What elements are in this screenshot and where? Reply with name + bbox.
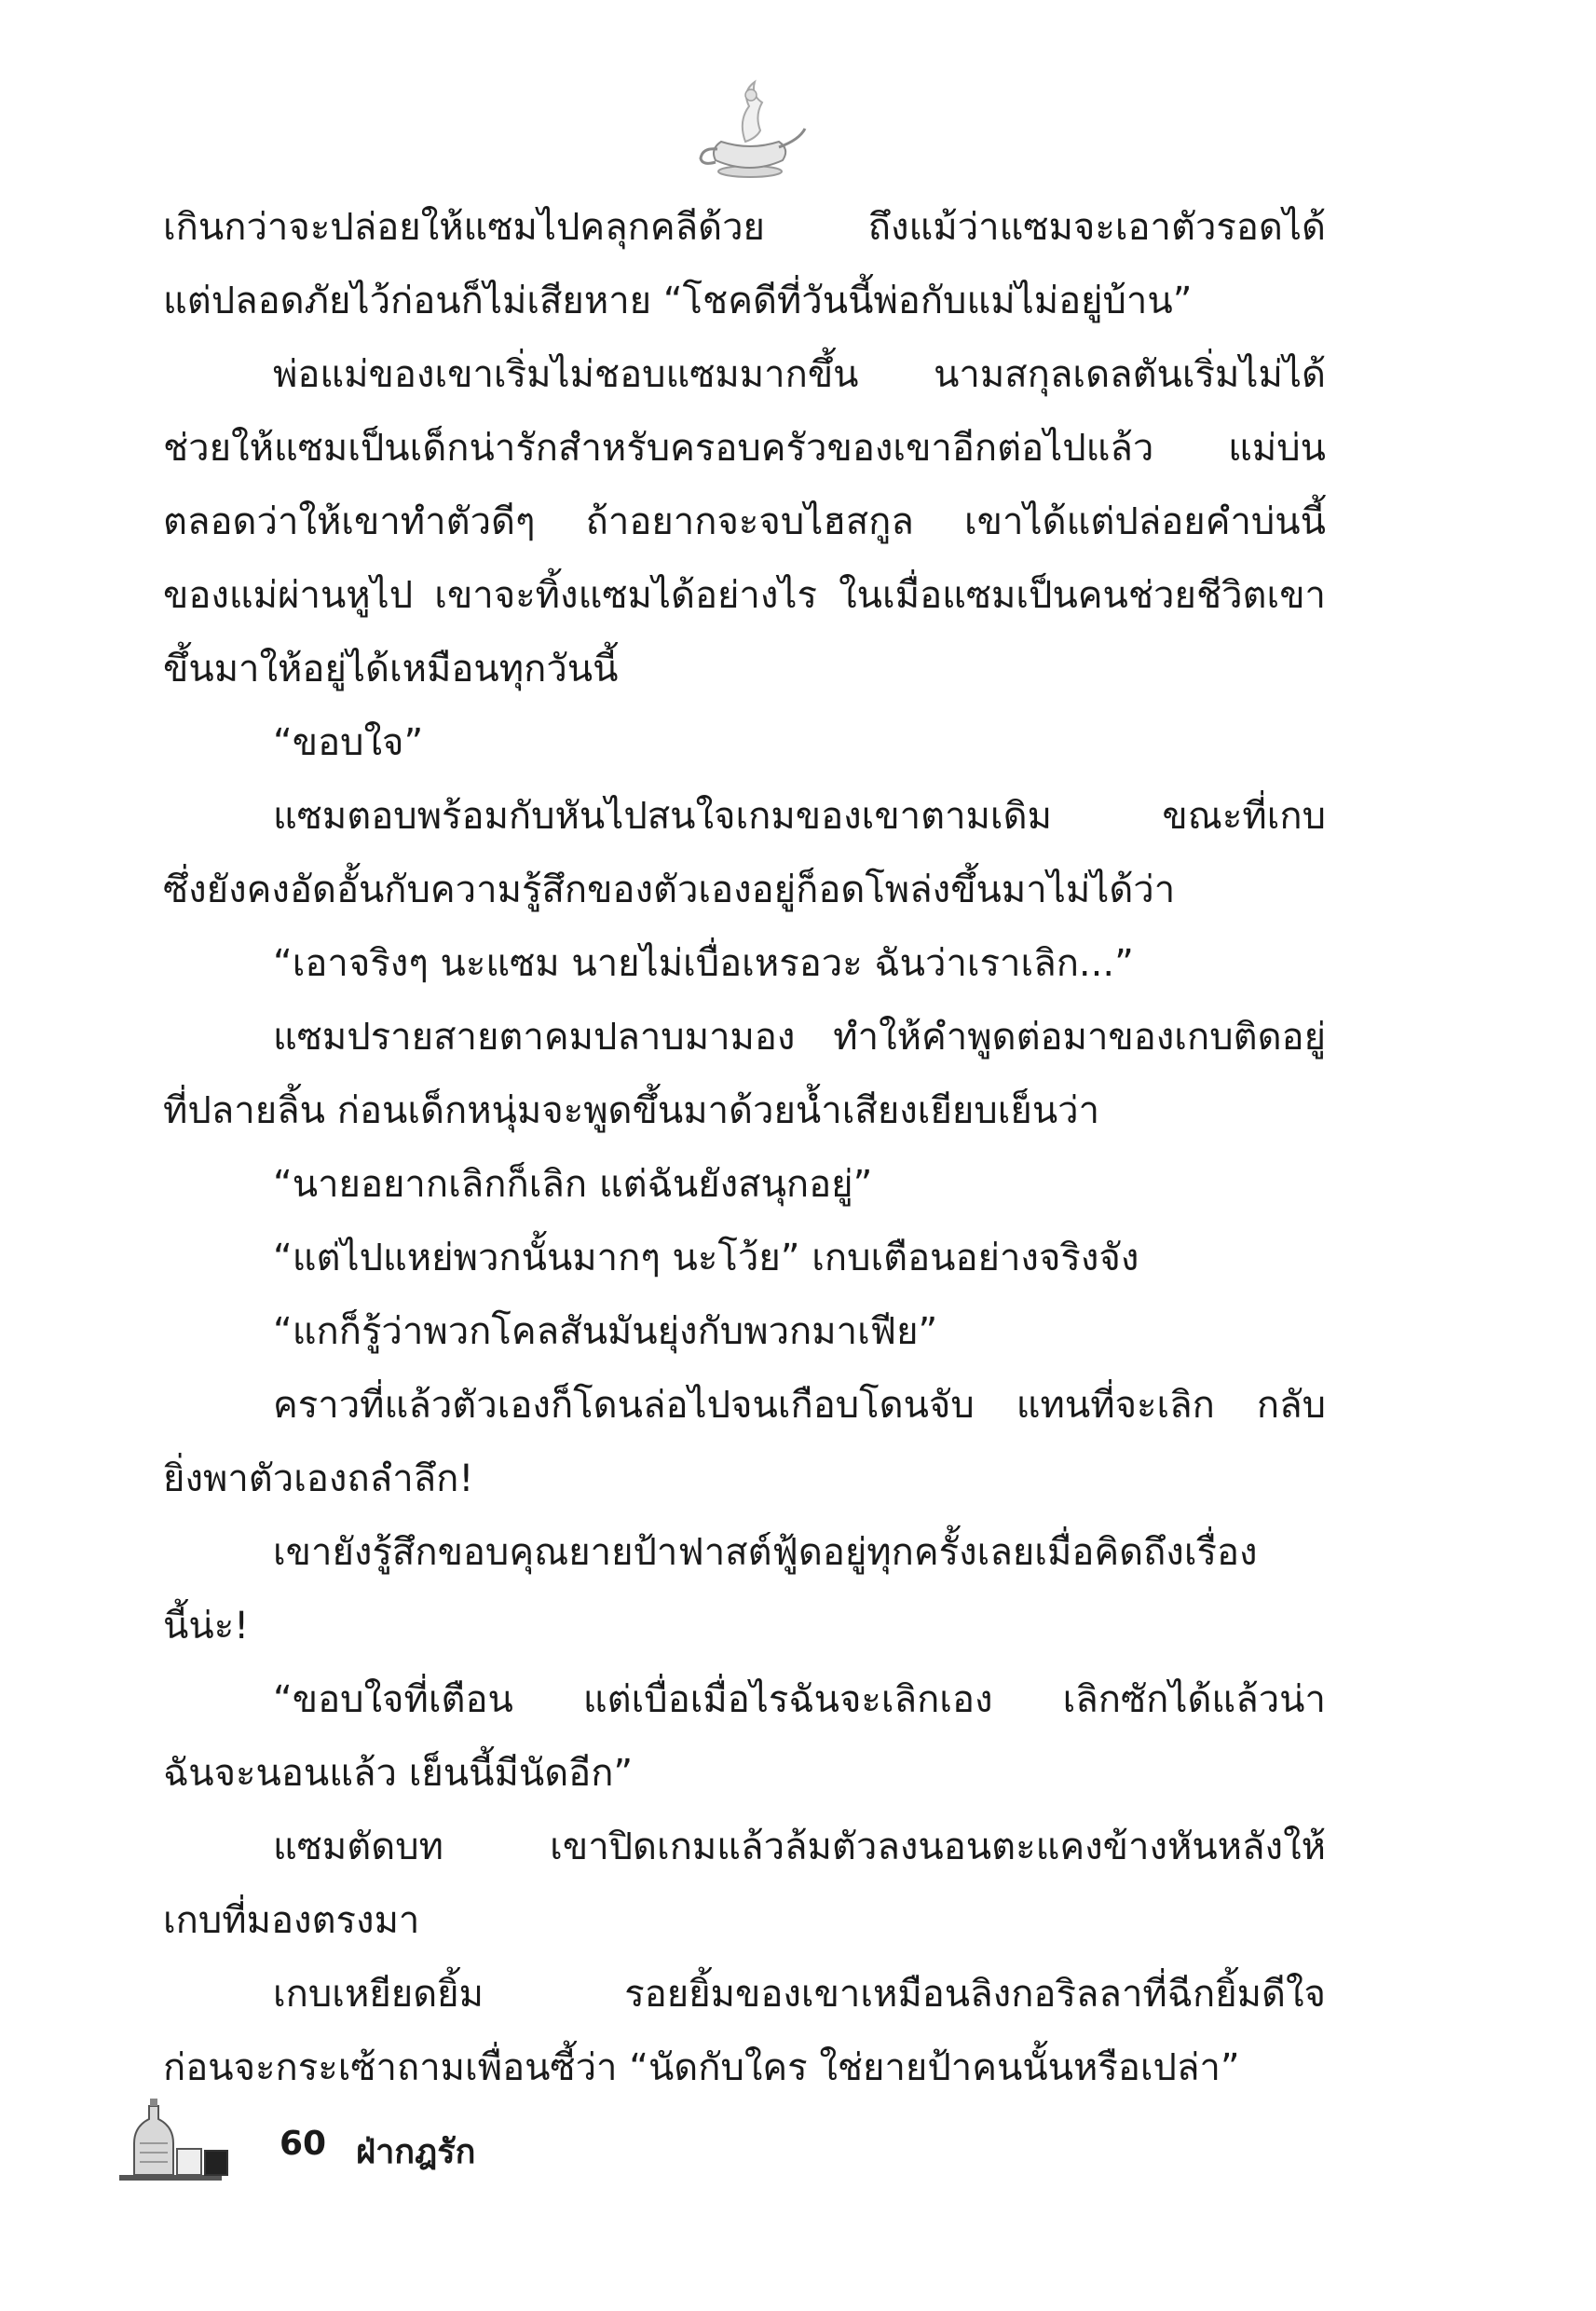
body-text (163, 191, 1326, 2105)
text-line: แต่ปลอดภัยไว้ก่อนก็ไม่เสียหาย “โชคดีที่วันนี้พ่อกับแม่ไม่อยู่บ้าน” (163, 280, 1193, 322)
text-line: ขึ้นมาให้อยู่ได้เหมือนทุกวันนี้ (163, 648, 619, 691)
text-line: “แต่ไปแหย่พวกนั้นมากๆ นะโว้ย” เกบเตือนอย่างจริงจัง (273, 1237, 1139, 1279)
book-title: ฝ่ากฎรัก (356, 2133, 476, 2171)
text-line: “แกก็รู้ว่าพวกโคลสันมันยุ่งกับพวกมาเฟีย” (273, 1310, 938, 1353)
text-line: “ขอบใจที่เตือน แต่เบื่อเมื่อไรฉันจะเลิกเอง เลิกซักได้แล้วน่า (273, 1678, 1326, 1721)
decanter-and-glasses-icon (112, 2097, 252, 2190)
text-line: ก่อนจะกระเซ้าถามเพื่อนซี้ว่า “นัดกับใคร ใช่ยายป้าคนนั้นหรือเปล่า” (163, 2046, 1240, 2089)
text-line: “ขอบใจ” (273, 721, 424, 764)
text-line: เขายังรู้สึกขอบคุณยายป้าฟาสต์ฟู้ดอยู่ทุกครั้งเลยเมื่อคิดถึงเรื่อง (273, 1531, 1258, 1574)
page-footer (112, 2097, 578, 2190)
text-line: “เอาจริงๆ นะแซม นายไม่เบื่อเหรอวะ ฉันว่าเราเลิก...” (273, 942, 1134, 985)
text-line: “นายอยากเลิกก็เลิก แต่ฉันยังสนุกอยู่” (273, 1163, 873, 1206)
text-line: คราวที่แล้วตัวเองก็โดนล่อไปจนเกือบโดนจับ แทนที่จะเลิก กลับ (273, 1384, 1326, 1427)
genie-lamp-icon (689, 75, 811, 186)
text-line: นี้น่ะ! (163, 1605, 250, 1648)
text-line: เกบเหยียดยิ้ม รอยยิ้มของเขาเหมือนลิงกอริลลาที่ฉีกยิ้มดีใจ (273, 1973, 1326, 2016)
text-line: เกบที่มองตรงมา (163, 1899, 420, 1942)
text-line: แซมตอบพร้อมกับหันไปสนใจเกมของเขาตามเดิม ขณะที่เกบ (273, 795, 1326, 838)
text-line: เกินกว่าจะปล่อยให้แซมไปคลุกคลีด้วย ถึงแม้ว่าแซมจะเอาตัวรอดได้ (163, 206, 1326, 249)
text-line: ที่ปลายลิ้น ก่อนเด็กหนุ่มจะพูดขึ้นมาด้วยน้ำเสียงเยียบเย็นว่า (163, 1089, 1100, 1132)
text-line: ฉันจะนอนแล้ว เย็นนี้มีนัดอีก” (163, 1752, 634, 1795)
page-number: 60 (280, 2125, 327, 2163)
text-line: ยิ่งพาตัวเองถลำลึก! (163, 1457, 474, 1500)
text-line: แซมปรายสายตาคมปลาบมามอง ทำให้คำพูดต่อมาของเกบติดอยู่ (273, 1016, 1326, 1059)
text-line: ของแม่ผ่านหูไป เขาจะทิ้งแซมได้อย่างไร ในเมื่อแซมเป็นคนช่วยชีวิตเขา (163, 574, 1326, 617)
text-line: ตลอดว่าให้เขาทำตัวดีๆ ถ้าอยากจะจบไฮสกูล เขาได้แต่ปล่อยคำบ่นนี้ (163, 500, 1326, 543)
text-line: ซึ่งยังคงอัดอั้นกับความรู้สึกของตัวเองอยู่ก็อดโพล่งขึ้นมาไม่ได้ว่า (163, 868, 1176, 911)
text-line: แซมตัดบท เขาปิดเกมแล้วล้มตัวลงนอนตะแคงข้างหันหลังให้ (273, 1826, 1326, 1868)
text-line: พ่อแม่ของเขาเริ่มไม่ชอบแซมมากขึ้น นามสกุลเดลตันเริ่มไม่ได้ (273, 353, 1326, 396)
text-line: ช่วยให้แซมเป็นเด็กน่ารักสำหรับครอบครัวของเขาอีกต่อไปแล้ว แม่บ่น (163, 427, 1326, 470)
